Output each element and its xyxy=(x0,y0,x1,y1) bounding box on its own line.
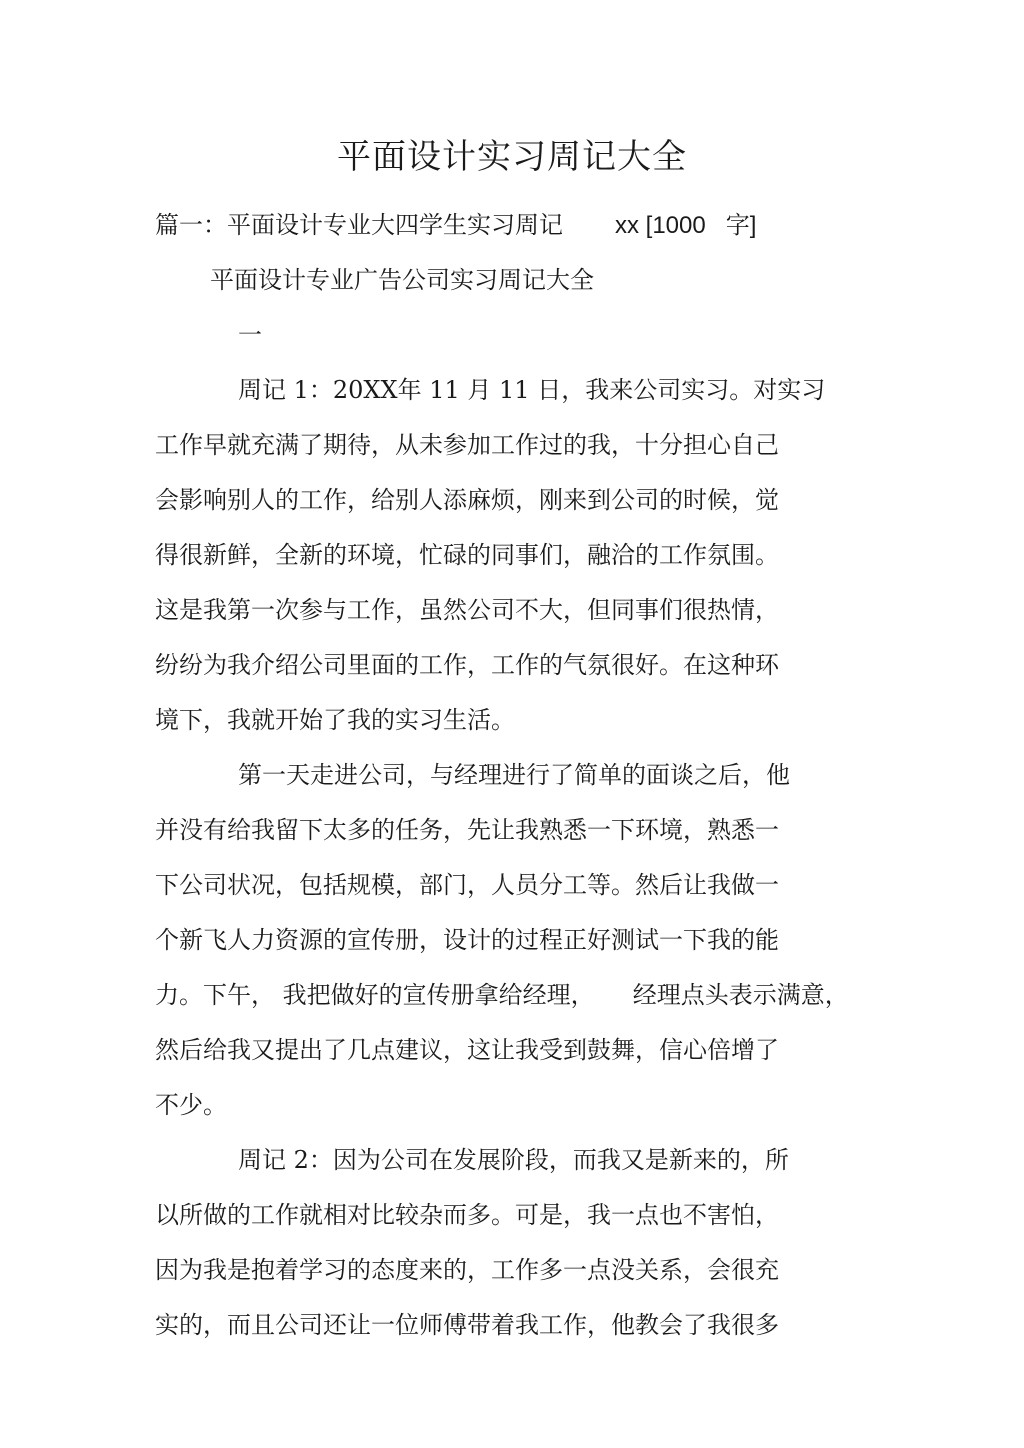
paragraph-line: 并没有给我留下太多的任务，先让我熟悉一下环境，熟悉一 xyxy=(155,816,779,844)
paragraph-line: 得很新鲜，全新的环境，忙碌的同事们，融洽的工作氛围。 xyxy=(155,541,779,569)
paragraph-line: 纷纷为我介绍公司里面的工作，工作的气氛很好。在这种环 xyxy=(155,651,779,679)
paragraph-line: 周记 2：因为公司在发展阶段，而我又是新来的，所 xyxy=(238,1146,789,1174)
document-subtitle: 平面设计专业广告公司实习周记大全 xyxy=(210,266,594,294)
section-dash: 一 xyxy=(238,321,262,349)
paragraph-line: 实的，而且公司还让一位师傅带着我工作，他教会了我很多 xyxy=(155,1311,779,1339)
paragraph-line: 然后给我又提出了几点建议，这让我受到鼓舞，信心倍增了 xyxy=(155,1036,779,1064)
paragraph-line: 工作早就充满了期待，从未参加工作过的我，十分担心自己 xyxy=(155,431,779,459)
section-heading-label: 篇一：平面设计专业大四学生实习周记 xyxy=(155,211,563,239)
paragraph-line: 这是我第一次参与工作，虽然公司不大，但同事们很热情， xyxy=(155,596,779,624)
section-heading-suffix: xx [1000 字] xyxy=(615,212,757,239)
paragraph-line: 下公司状况，包括规模，部门，人员分工等。然后让我做一 xyxy=(155,871,779,899)
paragraph-line: 境下，我就开始了我的实习生活。 xyxy=(155,706,515,734)
paragraph-line: 不少。 xyxy=(155,1091,227,1119)
section-heading xyxy=(155,208,756,243)
paragraph-line: 力。下午， 我把做好的宣传册拿给经理， 经理点头表示满意， xyxy=(155,981,849,1009)
paragraph-line: 个新飞人力资源的宣传册，设计的过程正好测试一下我的能 xyxy=(155,926,779,954)
paragraph-line: 第一天走进公司，与经理进行了简单的面谈之后，他 xyxy=(238,761,790,789)
paragraph-line: 会影响别人的工作，给别人添麻烦，刚来到公司的时候，觉 xyxy=(155,486,779,514)
paragraph-line: 以所做的工作就相对比较杂而多。可是，我一点也不害怕， xyxy=(155,1201,779,1229)
paragraph-line: 周记 1：20XX年 11 月 11 日，我来公司实习。对实习 xyxy=(238,376,826,404)
paragraph-line: 因为我是抱着学习的态度来的，工作多一点没关系，会很充 xyxy=(155,1256,779,1284)
document-title: 平面设计实习周记大全 xyxy=(337,137,687,177)
